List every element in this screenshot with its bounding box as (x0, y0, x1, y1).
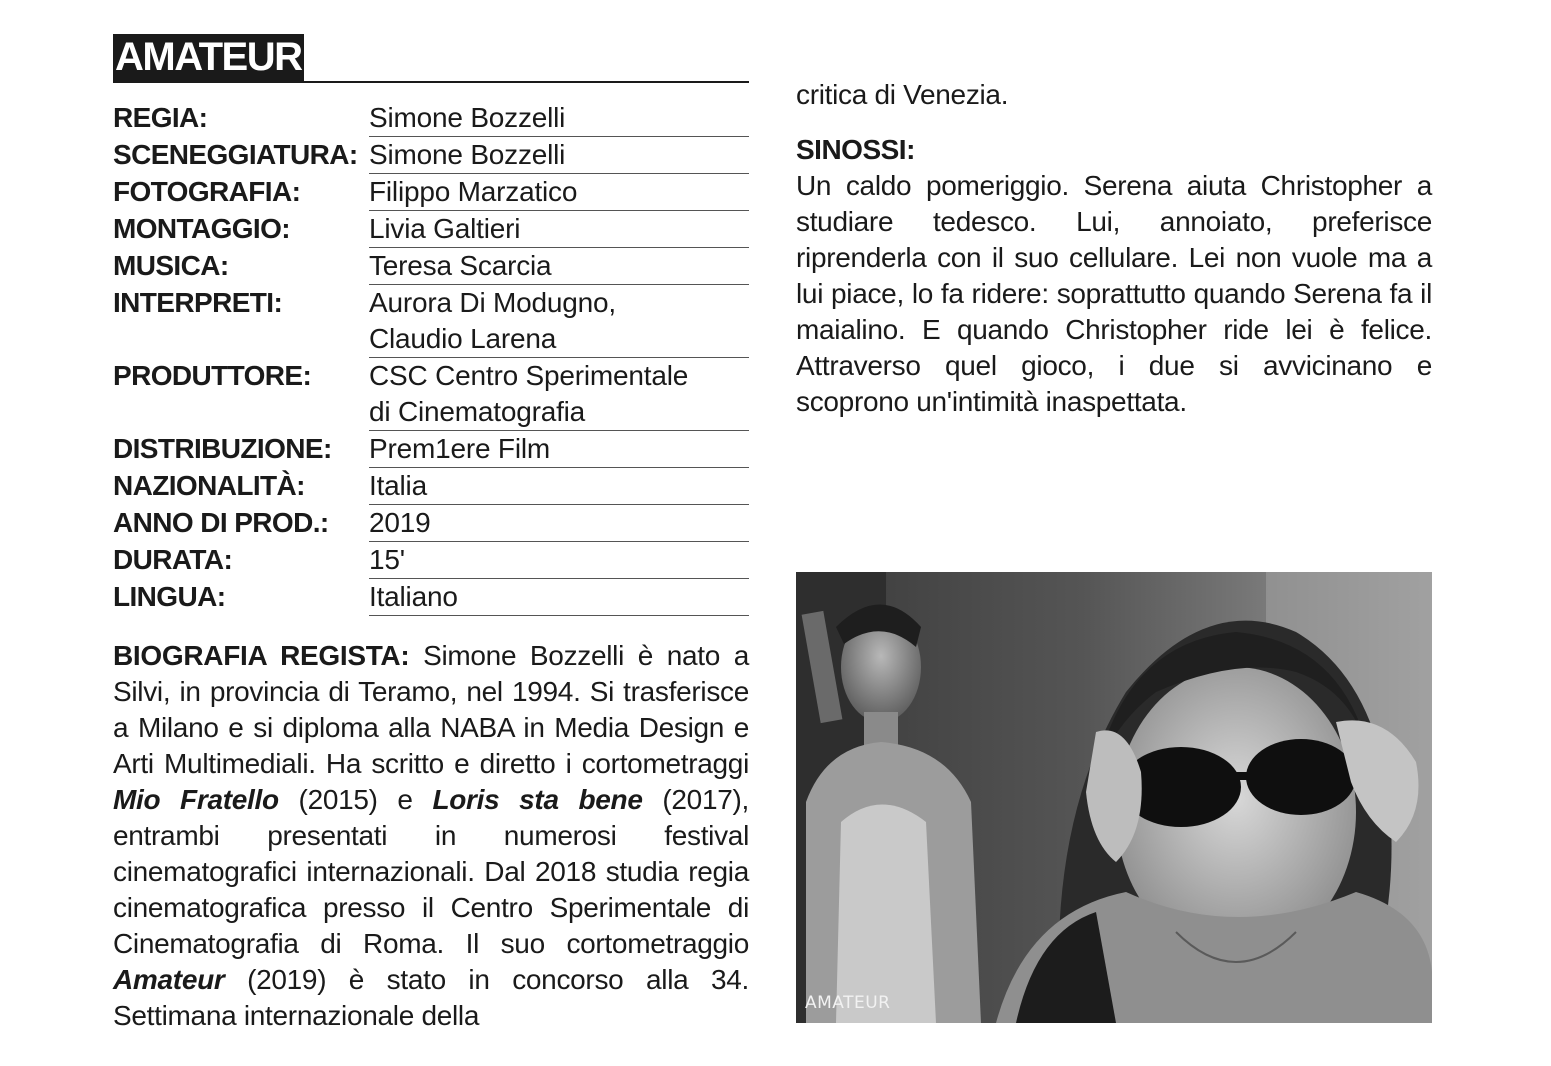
credit-row-fotografia (113, 174, 749, 211)
credit-row-interpreti (113, 285, 749, 358)
credit-row-montaggio (113, 211, 749, 248)
credit-value (369, 431, 749, 468)
credit-label: MUSICA: (113, 250, 229, 281)
director-biography (113, 638, 749, 1034)
credits-table (113, 100, 749, 616)
credit-label: DISTRIBUZIONE: (113, 433, 332, 464)
credit-label: LINGUA: (113, 581, 226, 612)
credit-label: SCENEGGIATURA: (113, 139, 358, 170)
credit-label: NAZIONALITÀ: (113, 470, 305, 501)
biography-text: (2019) è stato in concorso alla 34. Settimana internazionale della (113, 964, 749, 1031)
credit-value (369, 174, 749, 211)
credit-value (369, 579, 749, 616)
title-row (113, 34, 749, 83)
synopsis-text: Un caldo pomeriggio. Serena aiuta Christopher a studiare tedesco. Lui, annoiato, preferisce riprenderla con il suo cellulare. Lei non vuole ma a lui piace, lo fa ridere: soprattutto quando Serena fa il maialino. E quando Christopher ride lei è felice. Attraverso quel gioco, i due si avvicinano e scoprono un'intimità inaspettata. (796, 170, 1432, 417)
credit-value-line: di Cinematografia (369, 396, 586, 427)
credit-value (369, 211, 749, 248)
credit-row-sceneggiatura (113, 137, 749, 174)
credit-row-lingua (113, 579, 749, 616)
credit-value (369, 542, 749, 579)
credit-row-anno (113, 505, 749, 542)
credit-row-produttore (113, 358, 749, 431)
credit-value-line: 2019 (369, 507, 431, 538)
film-still-photo (796, 572, 1432, 1023)
credit-row-durata (113, 542, 749, 579)
biography-text: (2017), entrambi presentati in numerosi festival cinematografici internazionali. Dal 2018 studia regia cinematografica presso il Centro Sperimentale di Cinematografia di Roma. Il suo cortometraggio (113, 784, 749, 959)
credit-value (369, 285, 749, 358)
biography-label: BIOGRAFIA REGISTA: (113, 640, 410, 671)
credit-row-musica (113, 248, 749, 285)
credit-label: FOTOGRAFIA: (113, 176, 301, 207)
credit-value-line: Filippo Marzatico (369, 176, 578, 207)
right-column (796, 77, 1432, 420)
credit-value (369, 100, 749, 137)
film-still-illustration (796, 572, 1432, 1023)
film-sheet (113, 34, 749, 1034)
credit-row-distribuzione (113, 431, 749, 468)
film-title-loris-sta-bene: Loris sta bene (432, 784, 643, 815)
credit-label: REGIA: (113, 102, 208, 133)
film-title: AMATEUR (115, 35, 302, 79)
credit-value-line: Livia Galtieri (369, 213, 521, 244)
credit-value-line: Claudio Larena (369, 323, 557, 354)
credit-value (369, 505, 749, 542)
biography-continued: critica di Venezia. (796, 79, 1009, 110)
credit-value (369, 358, 749, 431)
credit-label: ANNO DI PROD.: (113, 507, 329, 538)
synopsis-heading: SINOSSI: (796, 134, 915, 165)
credit-value-line: Simone Bozzelli (369, 102, 566, 133)
credit-label: DURATA: (113, 544, 233, 575)
credit-value-line: Italiano (369, 581, 458, 612)
biography-text: (2015) e (278, 784, 433, 815)
credit-value-line: CSC Centro Sperimentale (369, 360, 689, 391)
credit-value-line: Italia (369, 470, 427, 501)
credit-row-regia (113, 100, 749, 137)
credit-value (369, 137, 749, 174)
credit-label: INTERPRETI: (113, 287, 283, 318)
film-title-mio-fratello: Mio Fratello (113, 784, 279, 815)
credit-value-line: Prem1ere Film (369, 433, 550, 464)
credit-label: MONTAGGIO: (113, 213, 291, 244)
photo-caption: AMATEUR (805, 993, 891, 1013)
credit-value-line: 15' (369, 544, 405, 575)
film-title-amateur: Amateur (113, 964, 225, 995)
credit-value (369, 468, 749, 505)
biography-text: Simone Bozzelli è nato a Silvi, in provincia di Teramo, nel 1994. Si trasferisce a Milano e si diploma alla NABA in Media Design e Arti Multimediali. Ha scritto e diretto i cortometraggi (113, 640, 749, 779)
credit-label: PRODUTTORE: (113, 360, 312, 391)
credit-row-nazionalita (113, 468, 749, 505)
credit-value (369, 248, 749, 285)
credit-value-line: Simone Bozzelli (369, 139, 566, 170)
credit-value-line: Teresa Scarcia (369, 250, 552, 281)
credit-value-line: Aurora Di Modugno, (369, 287, 616, 318)
